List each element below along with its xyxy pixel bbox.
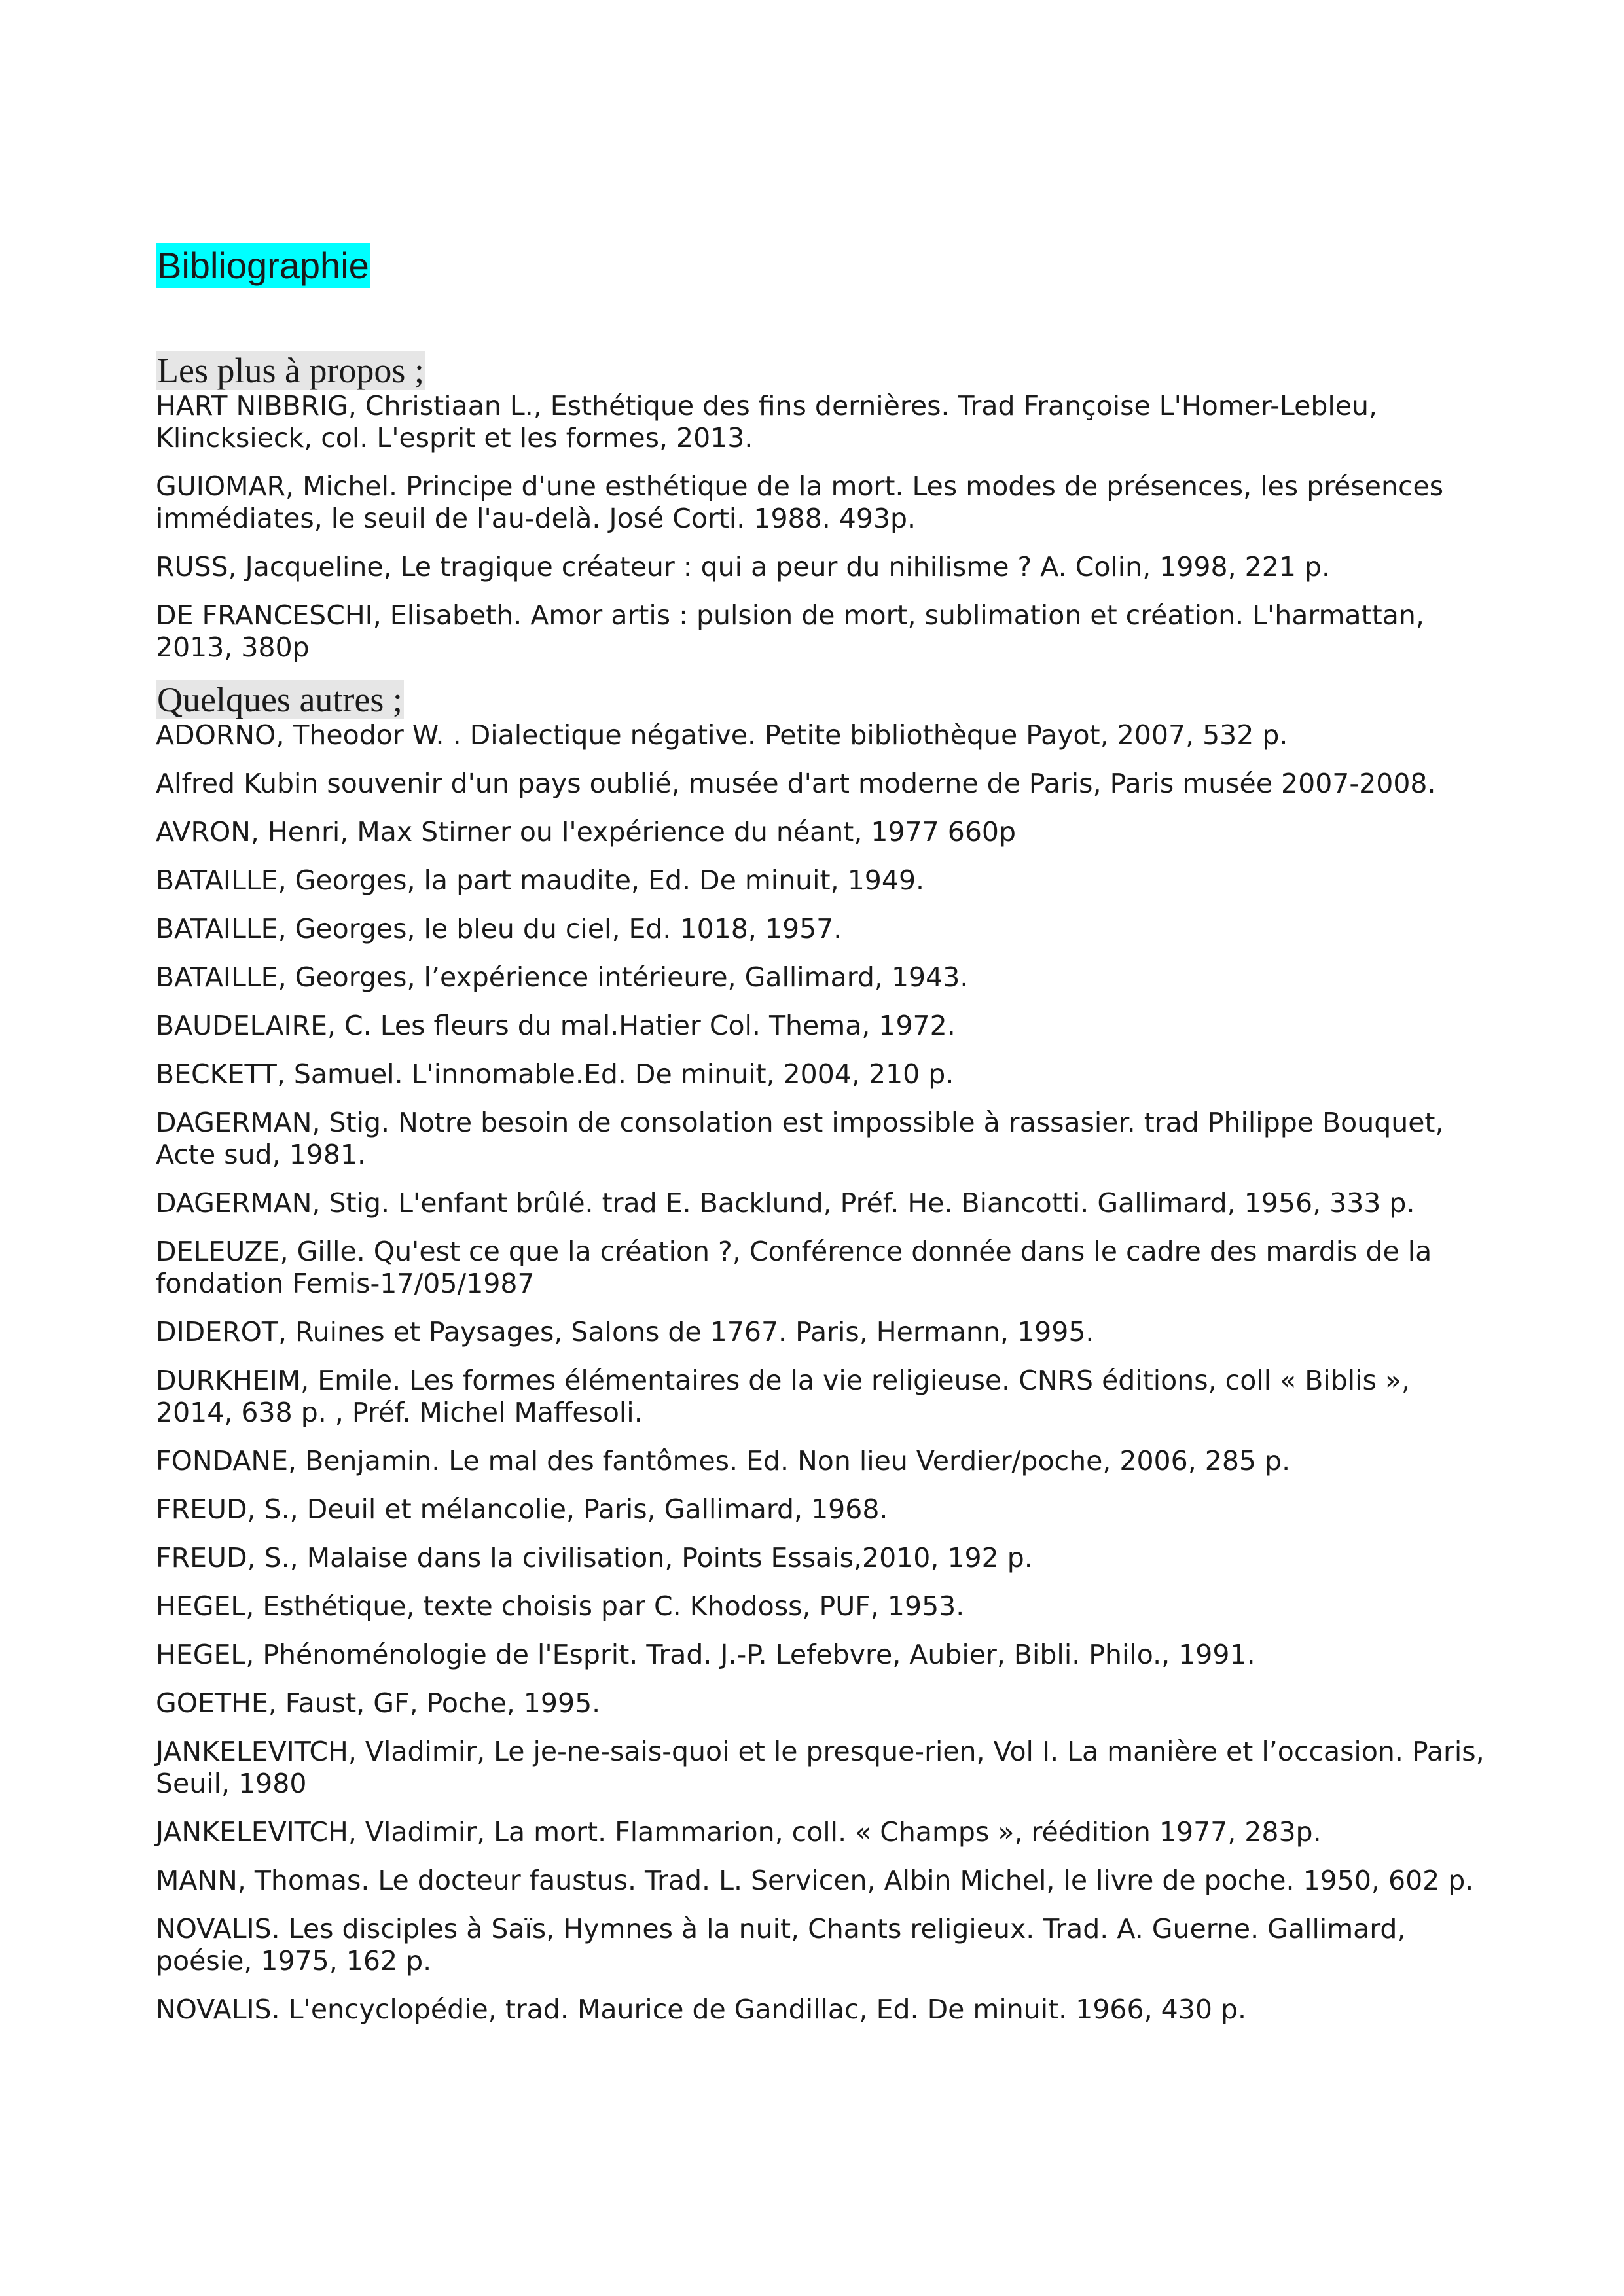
bibliography-entry: FONDANE, Benjamin. Le mal des fantômes. Ed. Non lieu Verdier/poche, 2006, 285 p. — [156, 1445, 1291, 1477]
bibliography-entry: DE FRANCESCHI, Elisabeth. Amor artis : pulsion de mort, sublimation et création. L'harmattan, 2013, 380p — [156, 600, 1424, 663]
bibliography-entry: Alfred Kubin souvenir d'un pays oublié, musée d'art moderne de Paris, Paris musée 2007-2008. — [156, 768, 1436, 799]
bibliography-entry: DURKHEIM, Emile. Les formes élémentaires de la vie religieuse. CNRS éditions, coll « Biblis », 2014, 638 p. , Préf. Michel Maffesoli. — [156, 1365, 1411, 1428]
bibliography-entry: DAGERMAN, Stig. L'enfant brûlé. trad E. Backlund, Préf. He. Biancotti. Gallimard, 1956, 333 p. — [156, 1187, 1415, 1219]
bibliography-entry: DAGERMAN, Stig. Notre besoin de consolation est impossible à rassasier. trad Philippe Bouquet, Acte sud, 1981. — [156, 1107, 1444, 1170]
bibliography-entry: BATAILLE, Georges, l’expérience intérieure, Gallimard, 1943. — [156, 961, 969, 993]
bibliography-entry: FREUD, S., Malaise dans la civilisation, Points Essais,2010, 192 p. — [156, 1542, 1033, 1573]
bibliography-entry: ADORNO, Theodor W. . Dialectique négative. Petite bibliothèque Payot, 2007, 532 p. — [156, 719, 1288, 751]
document-page — [156, 243, 1485, 2042]
bibliography-entry: MANN, Thomas. Le docteur faustus. Trad. L. Servicen, Albin Michel, le livre de poche. 1950, 602 p. — [156, 1865, 1474, 1896]
bibliography-entry: JANKELEVITCH, Vladimir, La mort. Flammarion, coll. « Champs », réédition 1977, 283p. — [156, 1816, 1322, 1848]
bibliography-entry: RUSS, Jacqueline, Le tragique créateur : qui a peur du nihilisme ? A. Colin, 1998, 221 p. — [156, 551, 1330, 583]
bibliography-entry: BATAILLE, Georges, la part maudite, Ed. De minuit, 1949. — [156, 865, 925, 896]
document-title-block — [156, 243, 1485, 351]
bibliography-entry: GOETHE, Faust, GF, Poche, 1995. — [156, 1687, 601, 1719]
bibliography-entry: DELEUZE, Gille. Qu'est ce que la création ?, Conférence donnée dans le cadre des mardis de la fondation Femis-17/05/1987 — [156, 1236, 1432, 1299]
bibliography-entry: NOVALIS. L'encyclopédie, trad. Maurice de Gandillac, Ed. De minuit. 1966, 430 p. — [156, 1994, 1247, 2025]
bibliography-entry: BECKETT, Samuel. L'innomable.Ed. De minuit, 2004, 210 p. — [156, 1058, 954, 1090]
bibliography-entry: BAUDELAIRE, C. Les fleurs du mal.Hatier Col. Thema, 1972. — [156, 1010, 956, 1041]
bibliography-entry: DIDEROT, Ruines et Paysages, Salons de 1767. Paris, Hermann, 1995. — [156, 1316, 1094, 1348]
bibliography-list — [156, 719, 1485, 2026]
bibliography-entry: BATAILLE, Georges, le bleu du ciel, Ed. 1018, 1957. — [156, 913, 842, 944]
section-most-relevant — [156, 351, 1485, 664]
bibliography-entry: HEGEL, Esthétique, texte choisis par C. Khodoss, PUF, 1953. — [156, 1590, 965, 1622]
section-heading: Les plus à propos ; — [157, 351, 424, 390]
bibliography-list — [156, 390, 1485, 664]
section-heading-wrapper — [156, 680, 1485, 719]
bibliography-entry: NOVALIS. Les disciples à Saïs, Hymnes à la nuit, Chants religieux. Trad. A. Guerne. Gallimard, poésie, 1975, 162 p. — [156, 1913, 1406, 1977]
bibliography-entry: FREUD, S., Deuil et mélancolie, Paris, Gallimard, 1968. — [156, 1494, 888, 1525]
bibliography-entry: HEGEL, Phénoménologie de l'Esprit. Trad. J.-P. Lefebvre, Aubier, Bibli. Philo., 1991. — [156, 1639, 1255, 1670]
bibliography-entry: JANKELEVITCH, Vladimir, Le je-ne-sais-quoi et le presque-rien, Vol I. La manière et l’occasion. Paris, Seuil, 1980 — [156, 1736, 1485, 1799]
bibliography-entry: AVRON, Henri, Max Stirner ou l'expérience du néant, 1977 660p — [156, 816, 1017, 848]
section-heading: Quelques autres ; — [157, 680, 403, 719]
bibliography-entry: HART NIBBRIG, Christiaan L., Esthétique des fins dernières. Trad Françoise L'Homer-Lebleu, Klincksieck, col. L'esprit et les formes, 2013. — [156, 390, 1378, 454]
bibliography-entry: GUIOMAR, Michel. Principe d'une esthétique de la mort. Les modes de présences, les présences immédiates, le seuil de l'au-delà. José Corti. 1988. 493p. — [156, 471, 1444, 534]
section-others — [156, 680, 1485, 2026]
section-heading-wrapper — [156, 351, 1485, 390]
document-title: Bibliographie — [156, 243, 370, 288]
